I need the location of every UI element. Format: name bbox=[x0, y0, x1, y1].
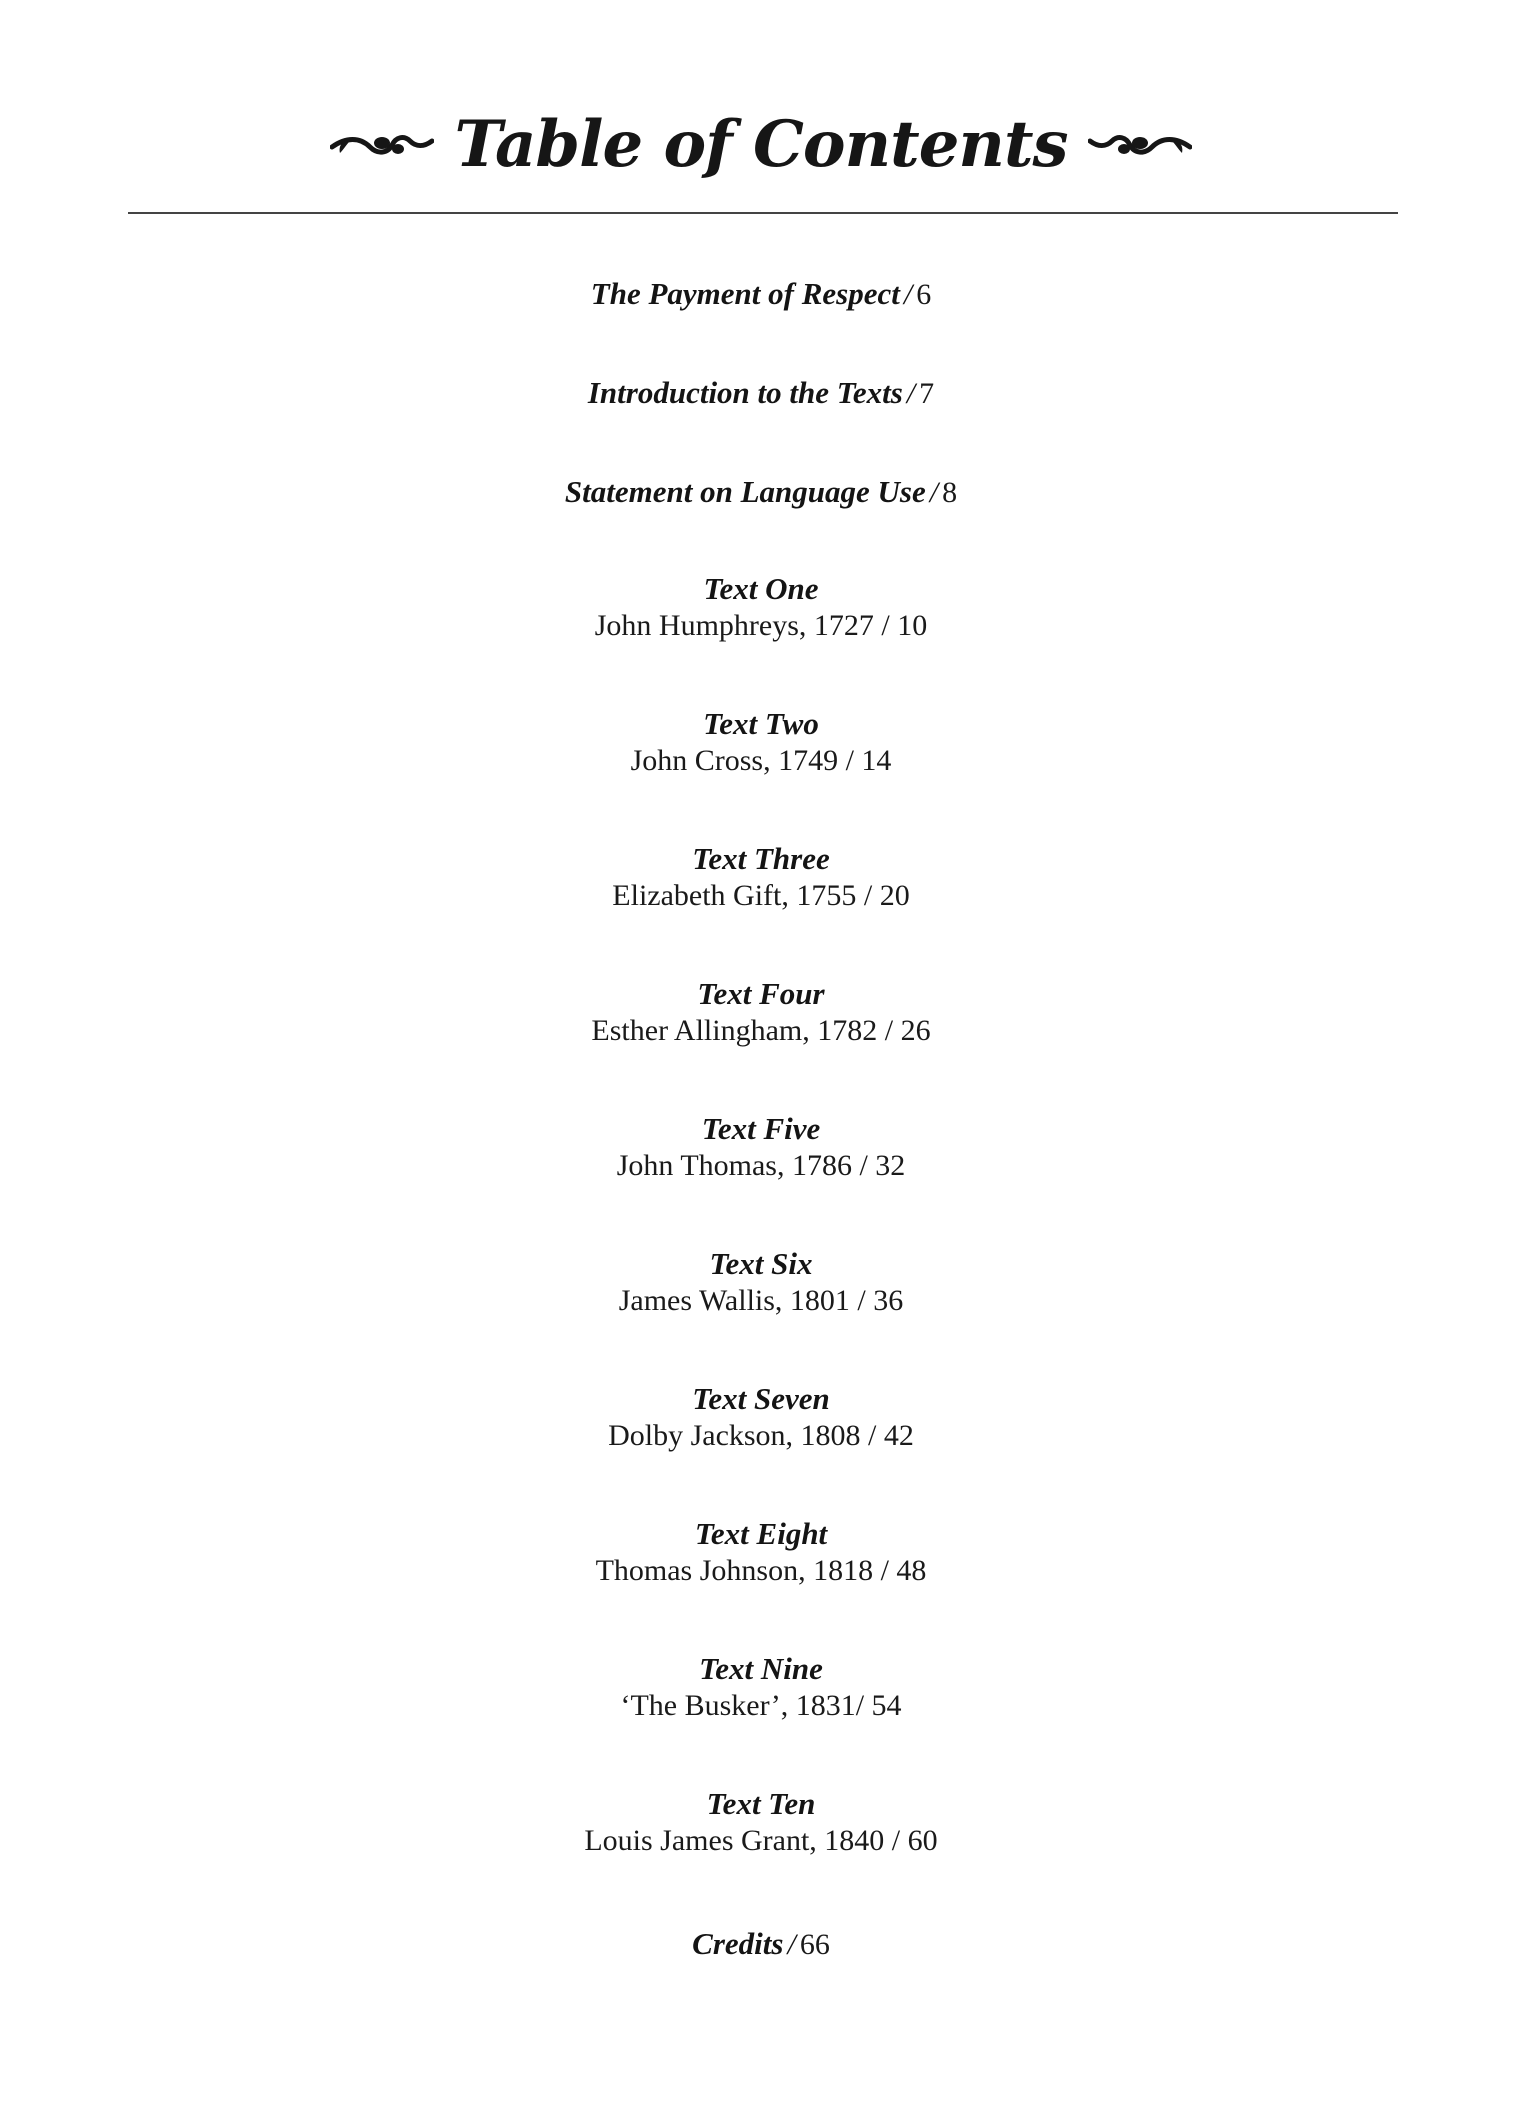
right-flourish-ornament-icon bbox=[1088, 123, 1192, 167]
text-four-detail: Esther Allingham, 1782 / 26 bbox=[591, 1014, 931, 1047]
toc-entry-page: 66 bbox=[799, 1928, 830, 1961]
toc-entry-intro bbox=[0, 375, 1522, 411]
toc-entry-separator: / bbox=[903, 278, 913, 311]
toc-entry-page: 7 bbox=[919, 377, 935, 410]
toc-entry-separator: / bbox=[929, 476, 939, 509]
text-five-title: Text Five bbox=[701, 1111, 821, 1146]
toc-entry-page: 6 bbox=[916, 278, 932, 311]
text-six-detail: James Wallis, 1801 / 36 bbox=[618, 1284, 904, 1317]
toc-entry-statement bbox=[0, 474, 1522, 510]
text-three-detail: Elizabeth Gift, 1755 / 20 bbox=[612, 879, 910, 912]
text-three-title: Text Three bbox=[692, 841, 830, 876]
page-title: Table of Contents bbox=[454, 107, 1068, 182]
text-nine-detail: ‘The Busker’, 1831/ 54 bbox=[620, 1689, 902, 1722]
toc-entry-page: 8 bbox=[942, 476, 958, 509]
text-one-title: Text One bbox=[703, 571, 819, 606]
toc-entry-credits bbox=[0, 1926, 1522, 1962]
text-nine-title: Text Nine bbox=[699, 1651, 823, 1686]
toc-entry-separator: / bbox=[906, 377, 916, 410]
text-five-detail: John Thomas, 1786 / 32 bbox=[616, 1149, 906, 1182]
text-eight-detail: Thomas Johnson, 1818 / 48 bbox=[595, 1554, 927, 1587]
text-eight-title: Text Eight bbox=[694, 1516, 828, 1551]
page-header bbox=[0, 95, 1522, 195]
text-ten-detail: Louis James Grant, 1840 / 60 bbox=[584, 1824, 938, 1857]
text-four-title: Text Four bbox=[697, 976, 825, 1011]
toc-entry-separator: / bbox=[787, 1928, 796, 1961]
toc-entry-title: Introduction to the Texts bbox=[587, 375, 903, 410]
text-one-detail: John Humphreys, 1727 / 10 bbox=[594, 609, 928, 642]
left-flourish-ornament-icon bbox=[330, 123, 434, 167]
text-ten-title: Text Ten bbox=[706, 1786, 816, 1821]
toc-entry-payment bbox=[0, 276, 1522, 312]
toc-entry-title: Statement on Language Use bbox=[564, 474, 926, 509]
text-two-title: Text Two bbox=[703, 706, 819, 741]
header-divider bbox=[128, 212, 1398, 214]
toc-entry-title: Credits bbox=[692, 1926, 784, 1961]
toc-entry-title: The Payment of Respect bbox=[590, 276, 900, 311]
text-seven-title: Text Seven bbox=[692, 1381, 830, 1416]
text-six-title: Text Six bbox=[709, 1246, 813, 1281]
text-two-detail: John Cross, 1749 / 14 bbox=[630, 744, 892, 777]
text-seven-detail: Dolby Jackson, 1808 / 42 bbox=[608, 1419, 914, 1452]
